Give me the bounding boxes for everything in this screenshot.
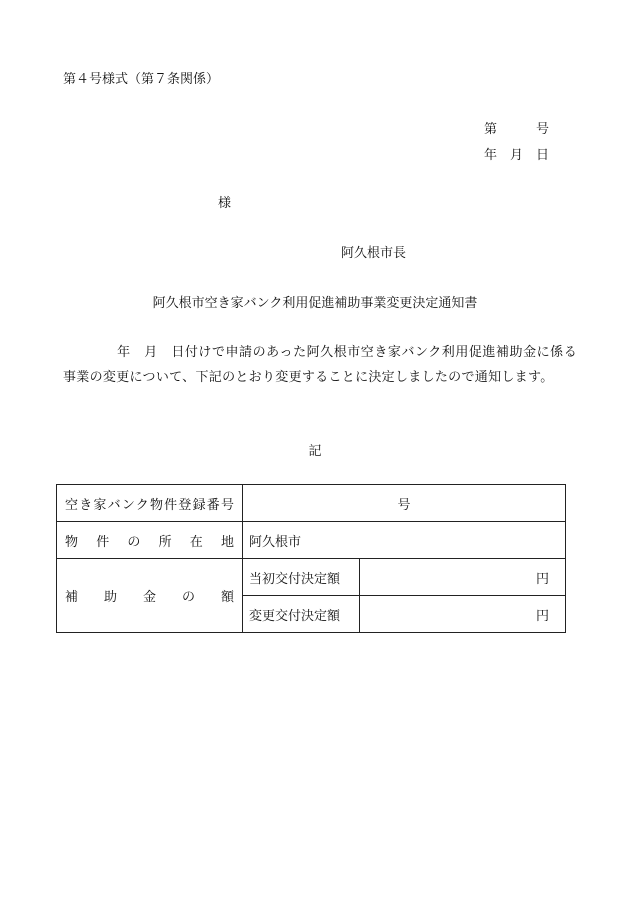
table-row [57, 522, 566, 559]
details-table [56, 484, 566, 633]
document-number-line: 第 号 [484, 122, 550, 137]
body-paragraph: 年 月 日付けで申請のあった阿久根市空き家バンク利用促進補助金に係る事業の変更について、下記のとおり変更することに決定しましたので通知します。 [63, 345, 577, 385]
initial-decision-value: 円 [360, 559, 566, 596]
table-row [57, 559, 566, 596]
subsidy-amount-label: 補助金の額 [57, 559, 243, 633]
registration-number-label: 空き家バンク物件登録番号 [57, 485, 243, 522]
sender-mayor: 阿久根市長 [341, 246, 407, 261]
changed-decision-value: 円 [360, 596, 566, 633]
location-label: 物件の所在地 [57, 522, 243, 559]
ki-heading: 記 [308, 444, 322, 459]
initial-decision-label: 当初交付決定額 [243, 559, 360, 596]
date-line: 年 月 日 [484, 148, 550, 163]
form-number: 第４号様式（第７条関係） [63, 72, 220, 87]
changed-decision-label: 変更交付決定額 [243, 596, 360, 633]
recipient-honorific: 様 [218, 196, 232, 211]
table-row [57, 485, 566, 522]
document-title: 阿久根市空き家バンク利用促進補助事業変更決定通知書 [152, 296, 478, 311]
registration-number-value: 号 [243, 485, 566, 522]
location-value: 阿久根市 [243, 522, 566, 559]
